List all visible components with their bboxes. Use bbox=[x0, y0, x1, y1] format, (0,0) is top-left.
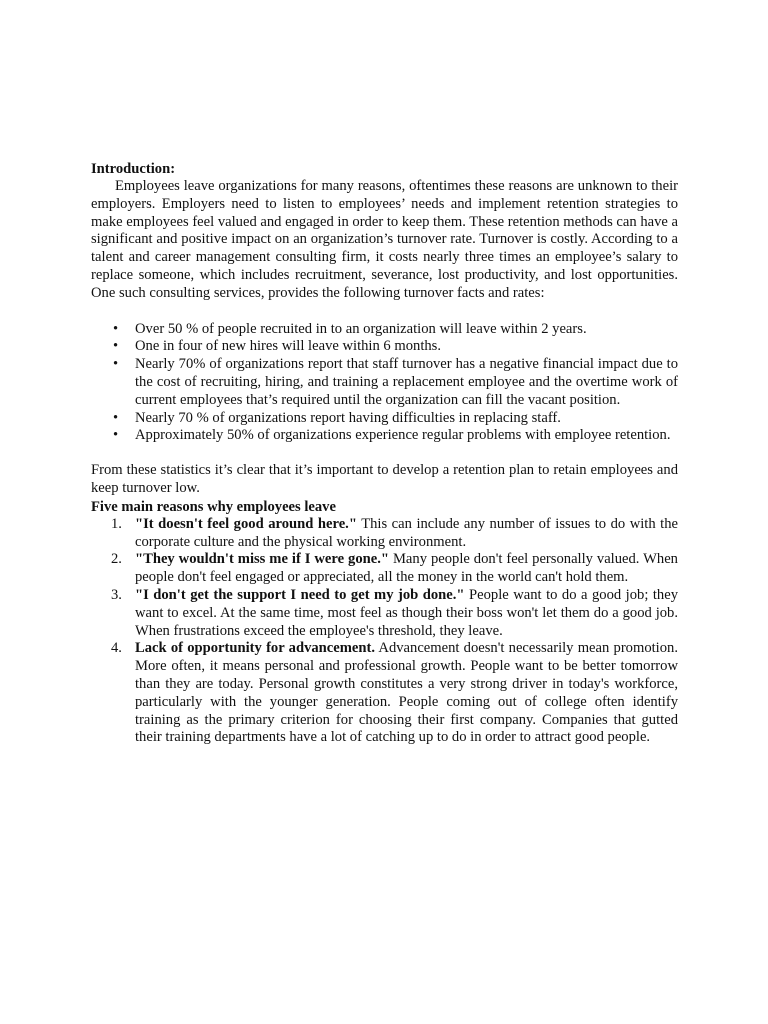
document-page bbox=[91, 160, 678, 747]
list-item bbox=[91, 551, 678, 587]
list-number: 3. bbox=[111, 586, 122, 603]
fact-text: Nearly 70% of organizations report that staff turnover has a negative financial impact due to the cost of recruiting, hiring, and training a replacement employee and the overtime work of current employees that’s required until the organization can fill the vacant position. bbox=[135, 356, 678, 408]
reason-text: Advancement doesn't necessarily mean promotion. More often, it means personal and professional growth. People want to be better tomorrow than they are today. Personal growth constitutes a very strong driver in today's workforce, particularly with the younger generation. People coming out of college often identify training as the primary criterion for choosing their first company. Companies that gutted their training departments have a lot of catching up to do in order to attract good people. bbox=[135, 640, 678, 746]
reason-title: Lack of opportunity for advancement. bbox=[135, 640, 375, 657]
reason-text: Many people don't feel personally valued. When people don't feel engaged or appreciated, all the money in the world can't hold them. bbox=[135, 551, 678, 586]
list-item bbox=[91, 356, 678, 409]
reason-text: This can include any number of issues to do with the corporate culture and the physical working environment. bbox=[135, 515, 678, 550]
list-item bbox=[91, 427, 678, 445]
fact-text: Nearly 70 % of organizations report having difficulties in replacing staff. bbox=[135, 409, 561, 426]
reason-title: "I don't get the support I need to get my job done." bbox=[135, 586, 465, 603]
list-number: 2. bbox=[111, 551, 122, 568]
reason-title: "It doesn't feel good around here." bbox=[135, 515, 357, 532]
reasons-heading: Five main reasons why employees leave bbox=[91, 498, 336, 515]
reason-title: "They wouldn't miss me if I were gone." bbox=[135, 551, 389, 568]
list-item bbox=[91, 516, 678, 552]
bullet-icon: • bbox=[113, 427, 119, 444]
introduction-heading: Introduction: bbox=[91, 161, 176, 177]
fact-text: One in four of new hires will leave within 6 months. bbox=[135, 338, 442, 355]
bullet-icon: • bbox=[113, 320, 119, 337]
list-item bbox=[91, 410, 678, 428]
bullet-icon: • bbox=[113, 338, 119, 355]
turnover-facts-list bbox=[91, 321, 678, 446]
reasons-list bbox=[91, 516, 678, 747]
conclusion-paragraph: From these statistics it’s clear that it’s important to develop a retention plan to retain employees and keep turnover low. bbox=[91, 462, 678, 496]
list-item bbox=[91, 587, 678, 640]
introduction-paragraph: Employees leave organizations for many reasons, oftentimes these reasons are unknown to their employers. Employers need to listen to employees’ needs and implement retention strategies to make employees feel valued and engaged in order to keep them. These retention methods can have a significant and positive impact on an organization’s turnover rate. Turnover is costly. According to a talent and career management consulting firm, it costs nearly three times an employee’s salary to replace someone, which includes recruitment, severance, lost productivity, and lost opportunities. One such consulting services, provides the following turnover facts and rates: bbox=[91, 178, 678, 301]
bullet-icon: • bbox=[113, 356, 119, 373]
reason-text: People want to do a good job; they want to excel. At the same time, most feel as though their boss won't let them do a good job. When frustrations exceed the employee's threshold, they leave. bbox=[135, 586, 678, 639]
list-item bbox=[91, 640, 678, 747]
bullet-icon: • bbox=[113, 409, 119, 426]
list-number: 4. bbox=[111, 640, 122, 657]
fact-text: Over 50 % of people recruited in to an organization will leave within 2 years. bbox=[135, 320, 587, 337]
list-item bbox=[91, 338, 678, 356]
list-number: 1. bbox=[111, 515, 122, 532]
fact-text: Approximately 50% of organizations experience regular problems with employee retention. bbox=[135, 427, 671, 444]
list-item bbox=[91, 321, 678, 339]
